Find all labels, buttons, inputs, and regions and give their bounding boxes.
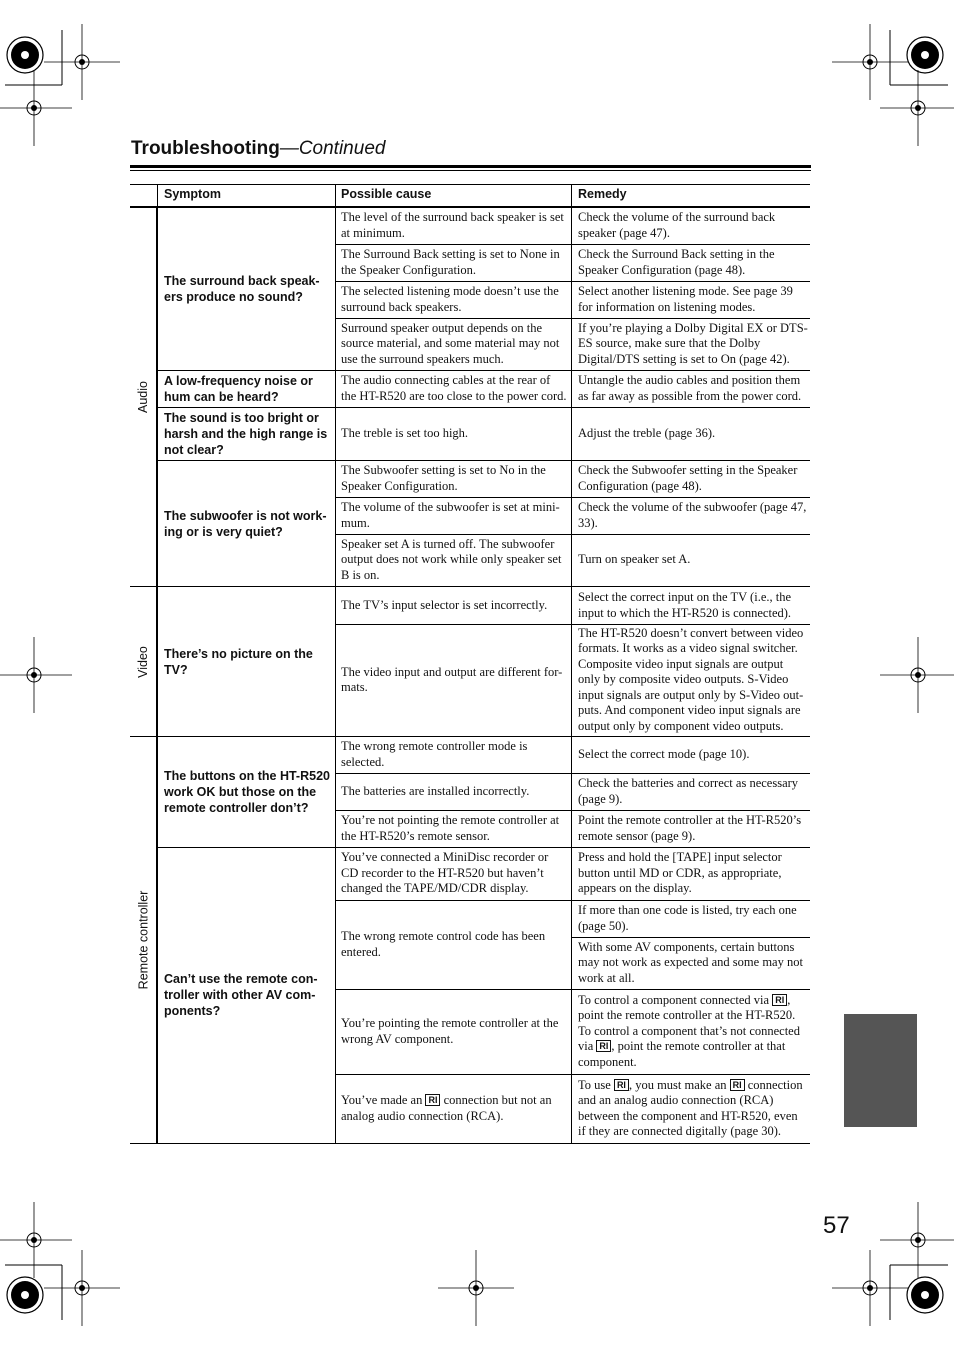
remedy-cell: Check the batteries and correct as necessary (page 9). bbox=[578, 776, 799, 806]
section-bar bbox=[156, 207, 158, 587]
cause-cell: You’ve connected a MiniDisc recorder or CD recorder to the HT-R520 but haven’t changed the TAPE/MD/CDR display. bbox=[341, 850, 549, 896]
section-label-video: Video bbox=[136, 645, 150, 678]
remedy-cell: Point the remote controller at the HT-R520’s remote sensor (page 9). bbox=[578, 813, 802, 843]
remedy-cell: The HT-R520 doesn’t convert between video formats. It works as a video signal switcher. Composite video input signals are output only by composite video outputs. S-Video input signals are output only by S-Video out-puts. And component video input signals are output only by component video outputs. bbox=[578, 625, 804, 733]
symptom-cell: The surround back speak-ers produce no sound? bbox=[164, 273, 320, 304]
ri-icon: RI bbox=[596, 1040, 611, 1052]
cause-cell: The wrong remote controller mode is selected. bbox=[341, 739, 528, 769]
cause-cell: You’re pointing the remote controller at the wrong AV component. bbox=[341, 1016, 559, 1046]
header-symptom: Symptom bbox=[164, 187, 221, 201]
cause-cell: Speaker set A is turned off. The subwoofer output does not work while only speaker set B is on. bbox=[341, 536, 562, 582]
cause-cell: The level of the surround back speaker is set at minimum. bbox=[341, 210, 564, 240]
table-bottom-rule bbox=[130, 1143, 810, 1144]
remedy-text: To control a component connected via RI , point the remote controller at the HT-R520. To control a component that’s not connected via RI , point the remote controller at that component. bbox=[578, 992, 800, 1069]
section-bar bbox=[156, 587, 158, 736]
remedy-cell: If more than one code is listed, try each one (page 50). bbox=[578, 903, 797, 933]
remedy-cell: Check the volume of the surround back speaker (page 47). bbox=[578, 210, 776, 240]
remedy-cell: Select the correct input on the TV (i.e., the input to which the HT-R520 is connected). bbox=[578, 590, 792, 620]
col-divider bbox=[157, 184, 158, 207]
title-rule-thin bbox=[130, 170, 811, 171]
header-cause: Possible cause bbox=[341, 187, 432, 201]
col-divider bbox=[571, 184, 572, 1144]
cause-cell: The audio connecting cables at the rear of the HT-R520 are too close to the power cord. bbox=[341, 373, 567, 403]
cause-cell: The TV’s input selector is set incorrectly. bbox=[341, 597, 548, 612]
chapter-tab bbox=[844, 1014, 917, 1127]
cause-cell: The batteries are installed incorrectly. bbox=[341, 783, 530, 798]
remedy-cell bbox=[578, 1074, 808, 1143]
remedy-cell: With some AV components, certain buttons may not work as expected and some may not work at all. bbox=[578, 939, 803, 985]
remedy-cell: Untangle the audio cables and position them as far away as possible from the power cord. bbox=[578, 373, 802, 403]
page-number: 57 bbox=[823, 1212, 850, 1239]
title-rule bbox=[130, 165, 811, 168]
symptom-cell: The sound is too bright or harsh and the high range is not clear? bbox=[164, 410, 328, 457]
symptom-cell: A low-frequency noise or hum can be heard? bbox=[164, 373, 313, 404]
ri-icon: RI bbox=[730, 1079, 745, 1091]
header-remedy: Remedy bbox=[578, 187, 627, 201]
remedy-cell: Press and hold the [TAPE] input selector button until MD or CDR, as appropriate, appears on the display. bbox=[578, 850, 782, 896]
cause-cell: The Subwoofer setting is set to No in the Speaker Configuration. bbox=[341, 463, 546, 493]
cause-cell: The Surround Back setting is set to None in the Speaker Configuration. bbox=[341, 247, 560, 277]
remedy-cell: Check the volume of the subwoofer (page 47, 33). bbox=[578, 500, 807, 530]
symptom-cell: Can’t use the remote con-troller with other AV com-ponents? bbox=[164, 972, 318, 1018]
ri-icon: RI bbox=[614, 1079, 629, 1091]
cause-cell: The volume of the subwoofer is set at mini-mum. bbox=[341, 500, 560, 530]
ri-icon: RI bbox=[425, 1094, 440, 1106]
remedy-cell bbox=[578, 989, 808, 1074]
section-label-remote: Remote controller bbox=[136, 890, 150, 990]
cause-cell bbox=[341, 1074, 568, 1143]
remedy-cell: Check the Surround Back setting in the Speaker Configuration (page 48). bbox=[578, 247, 775, 277]
remedy-cell: Select the correct mode (page 10). bbox=[578, 746, 750, 761]
ri-icon: RI bbox=[772, 994, 787, 1006]
remedy-cell: Turn on speaker set A. bbox=[578, 552, 691, 567]
table-top-rule bbox=[130, 184, 810, 185]
section-label-audio: Audio bbox=[136, 381, 151, 413]
cause-cell: The wrong remote control code has been entered. bbox=[341, 929, 546, 959]
section-bar bbox=[156, 736, 158, 1144]
cause-text: You’ve made an RI connection but not an analog audio connection (RCA). bbox=[341, 1093, 552, 1123]
col-divider bbox=[335, 184, 336, 1144]
remedy-text: To use RI , you must make an RI connection and an analog audio connection (RCA) between the component and HT-R520, even if they are connected digitally (page 30). bbox=[578, 1077, 803, 1138]
remedy-cell: Select another listening mode. See page 39 for information on listening modes. bbox=[578, 284, 793, 314]
cause-cell: Surround speaker output depends on the source material, and some material may not use the surround speakers much. bbox=[341, 320, 560, 366]
cause-cell: The selected listening mode doesn’t use the surround back speakers. bbox=[341, 284, 559, 314]
page-title: Troubleshooting—Continued bbox=[131, 138, 386, 159]
symptom-cell: The subwoofer is not work-ing or is very quiet? bbox=[164, 508, 327, 539]
cause-cell: You’re not pointing the remote controller at the HT-R520’s remote sensor. bbox=[341, 813, 560, 843]
remedy-cell: Adjust the treble (page 36). bbox=[578, 425, 716, 440]
remedy-cell: Check the Subwoofer setting in the Speaker Configuration (page 48). bbox=[578, 463, 798, 493]
remedy-cell: If you’re playing a Dolby Digital EX or DTS-ES source, make sure that the Dolby Digital/DTS setting is set to On (page 42). bbox=[578, 320, 808, 366]
cause-cell: The treble is set too high. bbox=[341, 425, 469, 440]
symptom-cell: There’s no picture on the TV? bbox=[164, 646, 313, 677]
cause-cell: The video input and output are different for-mats. bbox=[341, 664, 563, 694]
symptom-cell: The buttons on the HT-R520 work OK but those on the remote controller don’t? bbox=[164, 768, 330, 815]
